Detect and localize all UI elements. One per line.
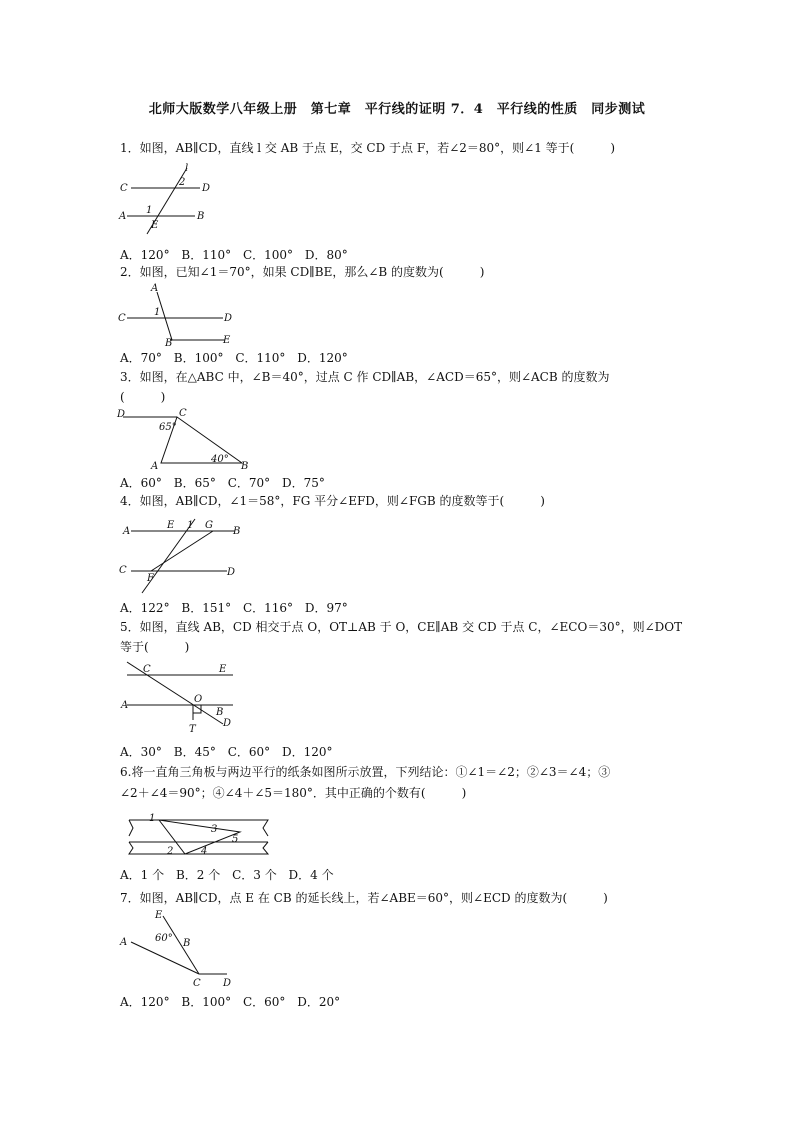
q5-option-b[interactable]: B．45° <box>173 745 216 759</box>
q3-option-a[interactable]: A．60° <box>120 476 162 490</box>
q1-option-d[interactable]: D．80° <box>304 248 348 262</box>
q2-option-c[interactable]: C．110° <box>235 351 286 365</box>
q3-option-c[interactable]: C．70° <box>227 476 271 490</box>
q6-option-a[interactable]: A．1 个 <box>120 868 165 882</box>
fig2-label-angle1: 1 <box>154 307 161 318</box>
q2-option-b[interactable]: B．100° <box>173 351 224 365</box>
question-1-stem: 1．如图，AB∥CD，直线 l 交 AB 于点 E，交 CD 于点 F，若∠2＝80°，则∠1 等于( ) <box>120 141 616 155</box>
question-3-options <box>120 474 333 491</box>
fig4-label-d: D <box>227 567 236 578</box>
q6-option-d[interactable]: D．4 个 <box>288 868 334 882</box>
q7-option-c[interactable]: C．60° <box>242 995 286 1009</box>
fig2-label-b: B <box>165 338 173 349</box>
question-1-options <box>120 246 356 263</box>
fig5-label-e: E <box>219 664 227 675</box>
fig1-label-angle1: 1 <box>146 205 153 216</box>
q1-option-b[interactable]: B．110° <box>181 248 232 262</box>
fig7-label-d: D <box>223 978 232 989</box>
fig2-label-e: E <box>223 335 231 346</box>
fig5-label-a: A <box>121 700 129 711</box>
question-6-figure <box>115 808 285 863</box>
fig3-label-angle65: 65° <box>159 422 177 433</box>
fig4-label-g: G <box>205 520 213 531</box>
fig1-label-d: D <box>202 183 211 194</box>
q7-option-d[interactable]: D．20° <box>297 995 341 1009</box>
q7-option-b[interactable]: B．100° <box>181 995 232 1009</box>
question-1-figure <box>115 162 225 237</box>
question-4-stem: 4．如图，AB∥CD，∠1＝58°，FG 平分∠EFD，则∠FGB 的度数等于( ) <box>120 494 545 508</box>
fig4-label-f: F <box>147 573 154 584</box>
q1-option-c[interactable]: C．100° <box>242 248 294 262</box>
fig7-label-c: C <box>193 978 201 989</box>
question-5-stem-line-2: 等于( ) <box>120 640 190 654</box>
question-5-stem-line-1: 5．如图，直线 AB，CD 相交于点 O，OT⊥AB 于 O，CE∥AB 交 CD 于点 C，∠ECO＝30°，则∠DOT <box>120 620 683 634</box>
fig5-label-o: O <box>194 694 203 705</box>
question-3-figure <box>115 405 255 473</box>
q5-option-c[interactable]: C．60° <box>227 745 271 759</box>
q5-option-a[interactable]: A．30° <box>120 745 162 759</box>
fig2-label-a: A <box>151 283 159 294</box>
q6-option-b[interactable]: B．2 个 <box>175 868 221 882</box>
question-4-figure <box>115 515 245 600</box>
question-5-figure <box>115 658 245 738</box>
q2-option-d[interactable]: D．120° <box>297 351 348 365</box>
fig5-label-d: D <box>223 718 232 729</box>
fig7-label-b: B <box>183 938 191 949</box>
question-4-options <box>120 599 356 616</box>
q3-option-d[interactable]: D．75° <box>281 476 325 490</box>
q3-option-b[interactable]: B．65° <box>173 476 216 490</box>
fig4-label-a: A <box>123 526 131 537</box>
fig1-label-b: B <box>197 211 205 222</box>
fig7-label-a: A <box>120 937 128 948</box>
question-3-stem-line-2: ( ) <box>120 390 166 404</box>
page-title: 北师大版数学八年级上册 第七章 平行线的证明 7．4 平行线的性质 同步测试 <box>148 102 646 117</box>
fig3-label-angle40: 40° <box>211 454 229 465</box>
question-7-options <box>120 993 348 1010</box>
fig5-label-t: T <box>189 724 196 735</box>
q4-option-c[interactable]: C．116° <box>242 601 294 615</box>
fig3-label-a: A <box>151 461 159 472</box>
fig6-label-angle2: 2 <box>167 846 174 857</box>
fig1-label-a: A <box>119 211 127 222</box>
q1-option-a[interactable]: A．120° <box>120 248 170 262</box>
question-6-stem-line-2: ∠2＋∠4＝90°；④∠4＋∠5＝180°．其中正确的个数有( ) <box>120 786 467 800</box>
q4-option-d[interactable]: D．97° <box>304 601 348 615</box>
fig4-label-c: C <box>119 565 127 576</box>
fig6-label-angle3: 3 <box>211 824 218 835</box>
question-3-stem-line-1: 3．如图，在△ABC 中，∠B＝40°，过点 C 作 CD∥AB，∠ACD＝65°，则∠ACB 的度数为 <box>120 370 610 384</box>
question-2-figure <box>115 282 245 348</box>
fig1-label-l: l <box>185 163 189 174</box>
fig1-label-angle2: 2 <box>179 177 186 188</box>
q4-option-b[interactable]: B．151° <box>181 601 232 615</box>
fig3-label-c: C <box>179 408 187 419</box>
q6-option-c[interactable]: C．3 个 <box>232 868 277 882</box>
fig6-label-angle1: 1 <box>149 813 156 824</box>
question-2-stem: 2．如图，已知∠1＝70°，如果 CD∥BE，那么∠B 的度数为( ) <box>120 265 485 279</box>
fig4-label-angle1: 1 <box>187 520 194 531</box>
fig5-label-c: C <box>143 664 151 675</box>
fig3-label-b: B <box>241 461 249 472</box>
fig4-label-b: B <box>233 526 241 537</box>
fig6-label-angle4: 4 <box>201 846 208 857</box>
question-7-stem: 7．如图，AB∥CD，点 E 在 CB 的延长线上，若∠ABE＝60°，则∠ECD 的度数为( ) <box>120 891 608 905</box>
question-5-options <box>120 743 341 760</box>
q4-option-a[interactable]: A．122° <box>120 601 170 615</box>
fig3-label-d: D <box>117 409 126 420</box>
q5-option-d[interactable]: D．120° <box>281 745 333 759</box>
fig5-label-b: B <box>216 707 224 718</box>
fig6-label-angle5: 5 <box>232 834 239 845</box>
fig1-label-c: C <box>120 183 128 194</box>
q7-option-a[interactable]: A．120° <box>120 995 170 1009</box>
fig2-label-c: C <box>118 313 126 324</box>
fig4-label-e: E <box>167 520 175 531</box>
question-7-figure <box>115 908 245 993</box>
fig7-label-e: E <box>155 910 163 921</box>
q2-option-a[interactable]: A．70° <box>120 351 162 365</box>
question-6-stem-line-1: 6.将一直角三角板与两边平行的纸条如图所示放置，下列结论：①∠1＝∠2；②∠3＝∠4；③ <box>120 765 611 779</box>
fig7-label-angle60: 60° <box>155 933 173 944</box>
fig2-label-d: D <box>224 313 233 324</box>
question-2-options <box>120 349 356 366</box>
fig1-label-e: E <box>151 220 159 231</box>
question-6-options <box>120 866 342 883</box>
